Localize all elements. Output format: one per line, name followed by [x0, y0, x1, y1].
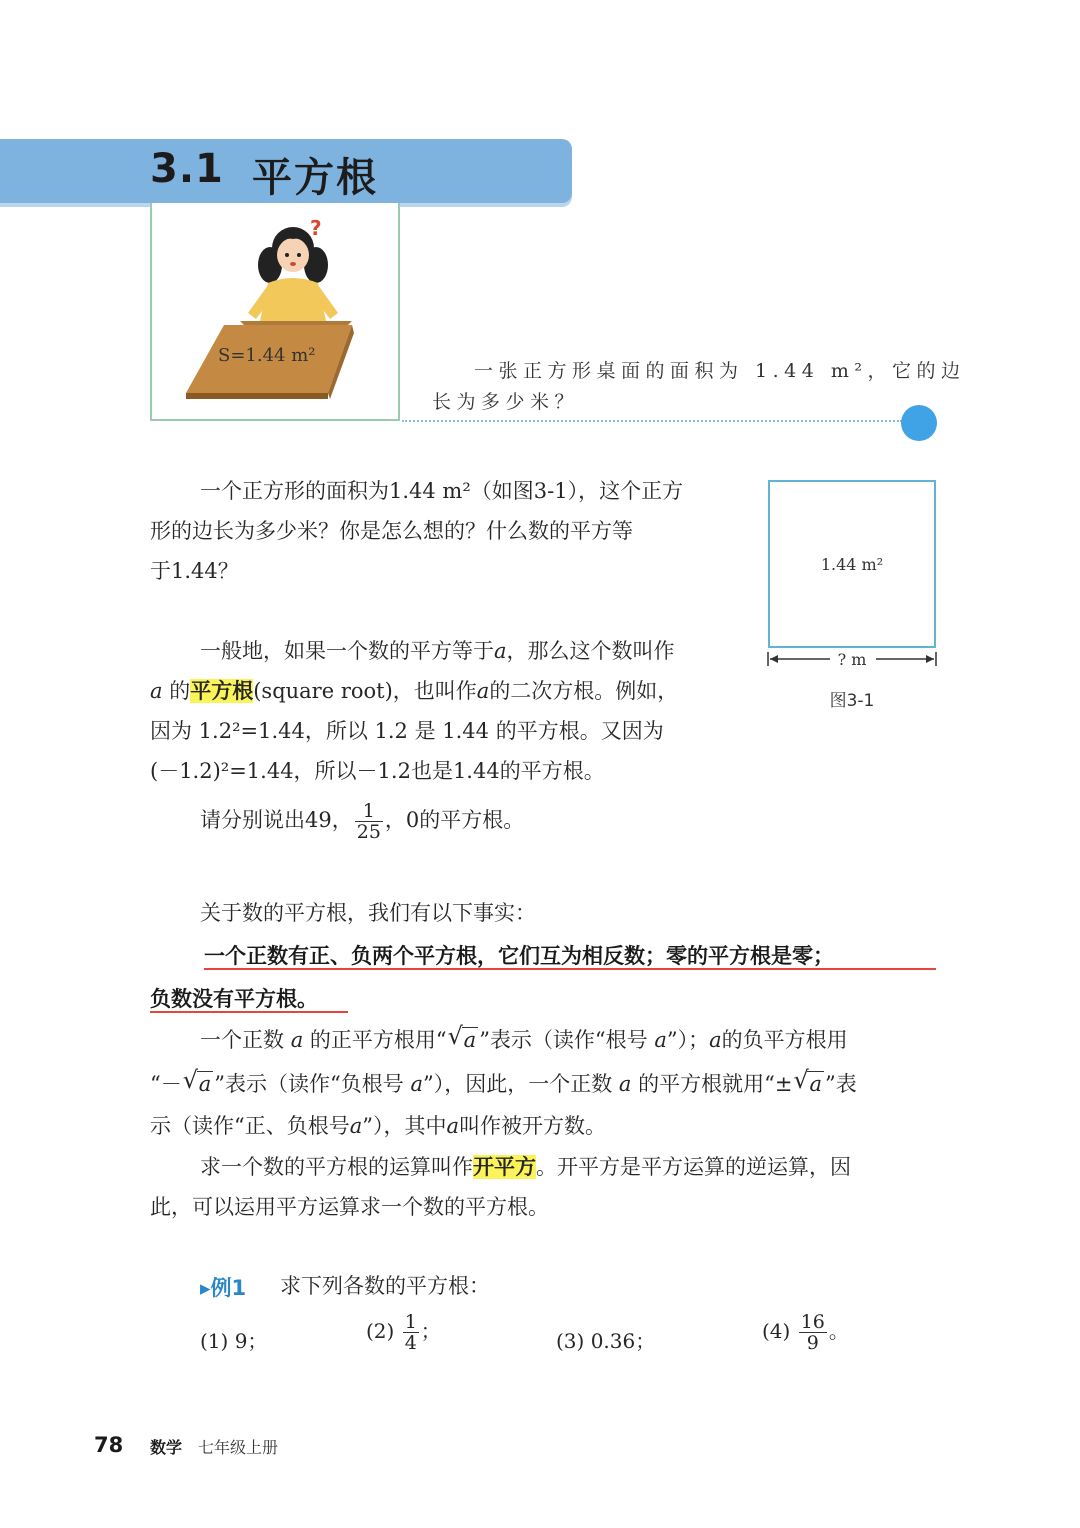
definition-line4: (－1.2)²=1.44，所以－1.2也是1.44的平方根。	[150, 759, 605, 783]
figure-side-label: ? m	[837, 650, 867, 669]
girl-at-table-illustration	[152, 203, 398, 421]
para1-line2: 形的边长为多少米？你是怎么想的？什么数的平方等	[150, 519, 633, 543]
example-label: ▸例1	[200, 1276, 247, 1300]
figure-area-label: 1.44 m²	[820, 555, 884, 574]
dotted-divider	[402, 420, 902, 422]
fact-underline-1	[204, 968, 936, 970]
fact-underline-2	[150, 1011, 348, 1013]
footer-subject: 数学	[150, 1438, 183, 1457]
facts-intro: 关于数的平方根，我们有以下事实：	[200, 901, 536, 925]
definition-line2: a 的平方根(square root)，也叫作a的二次方根。例如，	[150, 679, 679, 703]
intro-question-line-1: 一张正方形桌面的面积为 1.44 m²，它的边	[474, 360, 966, 382]
term-extracting-root: 开平方	[473, 1155, 536, 1179]
example-text: 求下列各数的平方根：	[280, 1274, 490, 1298]
fact-line1: 一个正数有正、负两个平方根，它们互为相反数；零的平方根是零；	[204, 944, 834, 968]
example-item-2: (2) $\frac{1}{4}$ ；	[366, 1311, 441, 1354]
page-number: 78	[94, 1433, 124, 1457]
term-square-root: 平方根	[190, 679, 254, 703]
notation-line1: 一个正数 a 的正平方根用“ √ a ”表示（读作“根号 a”）；a的负平方根用	[200, 1022, 848, 1052]
svg-text:?: ?	[310, 216, 322, 240]
example-item-3: (3) 0.36；	[556, 1329, 656, 1353]
footer-grade: 七年级上册	[198, 1438, 279, 1457]
para1-line3: 于1.44？	[150, 559, 239, 583]
definition-line3: 因为 1.2²=1.44，所以 1.2 是 1.44 的平方根。又因为	[150, 719, 664, 743]
example-item-4: (4) $\frac{16}{9}$ 。	[762, 1311, 849, 1354]
operation-line1: 求一个数的平方根的运算叫作开平方。开平方是平方运算的逆运算，因	[200, 1155, 851, 1179]
operation-line2: 此，可以运用平方运算求一个数的平方根。	[150, 1195, 549, 1219]
table-area-label: S=1.44 m²	[218, 345, 316, 366]
section-title: 平方根	[252, 155, 378, 201]
fact-line2: 负数没有平方根。	[150, 987, 318, 1011]
definition-line1: 一般地，如果一个数的平方等于a，那么这个数叫作	[200, 639, 675, 663]
notation-line2: “－ √ a ”表示（读作“负根号 a”），因此，一个正数 a 的平方根就用“± √ a ”表	[150, 1066, 857, 1096]
intro-question-line-2: 长为多少米？	[432, 391, 580, 413]
exercise-line: 请分别说出49， $\frac{1}{25}$ ，0的平方根。	[200, 800, 525, 843]
illustration-frame	[150, 203, 400, 421]
notation-line3: 示（读作“正、负根号a”），其中a叫作被开方数。	[150, 1114, 607, 1138]
para1-line1: 一个正方形的面积为1.44 m²（如图3-1），这个正方	[200, 479, 684, 503]
decorative-dot	[901, 405, 937, 441]
figure-caption: 图3-1	[829, 691, 875, 711]
example-item-1: (1) 9；	[200, 1329, 268, 1353]
section-number: 3.1	[150, 146, 224, 192]
